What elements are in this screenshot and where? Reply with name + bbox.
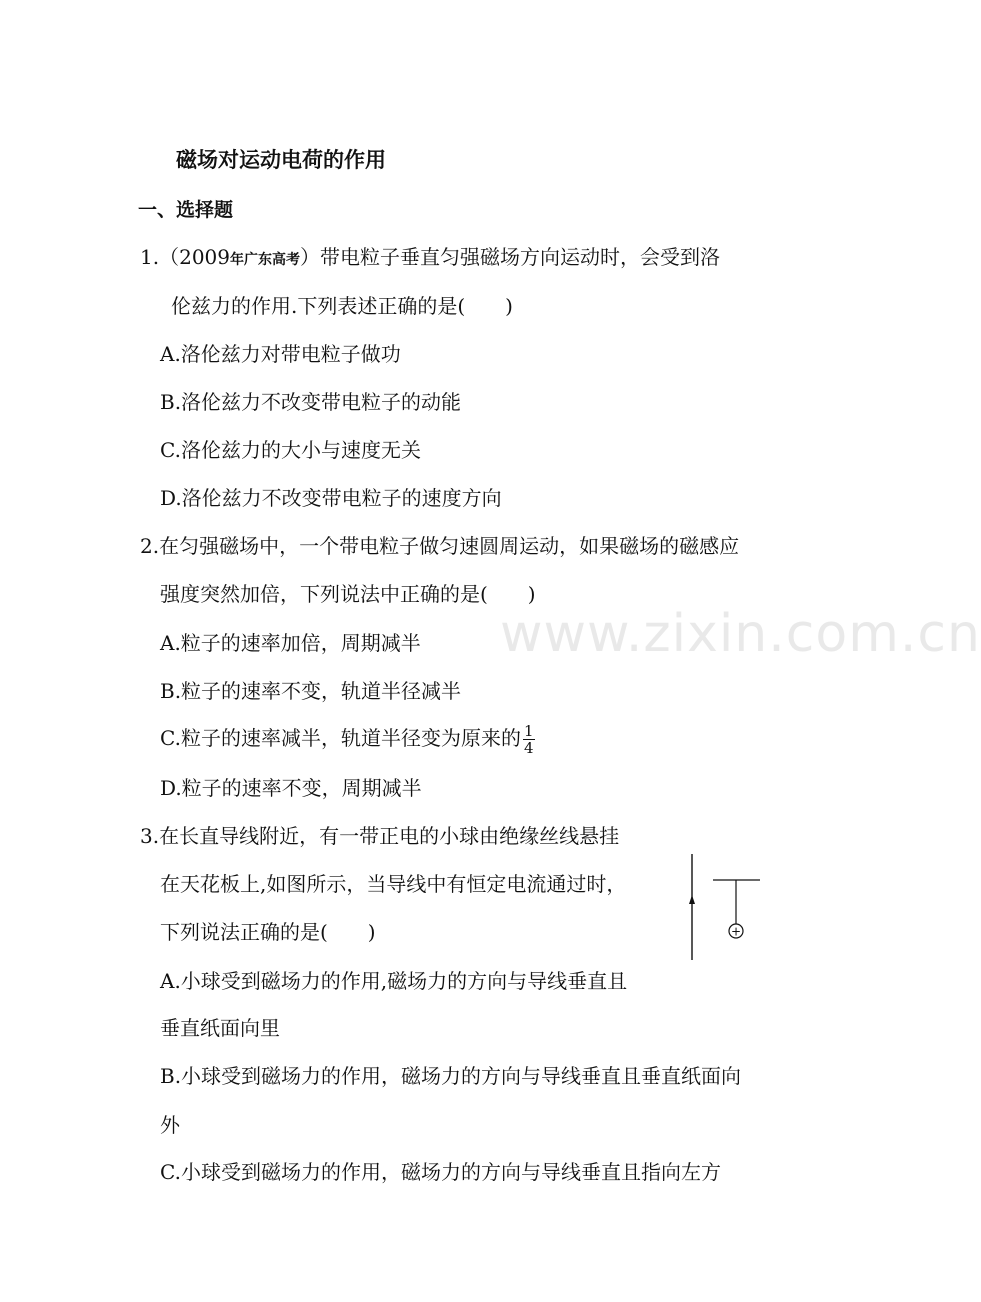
q3-option-a-line-2: 垂直纸面向里 <box>160 1016 280 1040</box>
q3-option-c: C.小球受到磁场力的作用，磁场力的方向与导线垂直且指向左方 <box>160 1160 721 1184</box>
q1-source: 年广东高考 <box>230 252 300 268</box>
fraction <box>523 723 535 756</box>
q1-option-c: C.洛伦兹力的大小与速度无关 <box>160 438 421 462</box>
q1-option-b: B.洛伦兹力不改变带电粒子的动能 <box>160 390 462 414</box>
q1-paren-close: ） <box>300 245 320 269</box>
q3-stem-line-1: 3.在长直导线附近，有一带正电的小球由绝缘丝线悬挂 <box>140 824 620 848</box>
fraction-numerator: 1 <box>523 722 534 740</box>
q1-stem-line-1 <box>140 245 720 272</box>
q1-year: 2009 <box>179 245 230 269</box>
q3-option-a-line-1: A.小球受到磁场力的作用,磁场力的方向与导线垂直且 <box>160 969 628 993</box>
q2-stem-line-2: 强度突然加倍，下列说法中正确的是( ) <box>160 582 536 606</box>
q2-option-c <box>160 716 535 760</box>
watermark: www.zixin.com.cn <box>500 604 981 664</box>
positive-charge-sign: + <box>730 924 742 939</box>
wire-and-ball-figure <box>680 850 780 965</box>
section-heading: 一、选择题 <box>138 199 234 221</box>
q1-option-a: A.洛伦兹力对带电粒子做功 <box>160 342 401 366</box>
q1-stem-line-2: 伦兹力的作用.下列表述正确的是( ) <box>171 294 513 318</box>
q1-paren-open: （ <box>159 245 180 269</box>
q2-stem-line-1: 2.在匀强磁场中，一个带电粒子做匀速圆周运动，如果磁场的磁感应 <box>140 534 740 558</box>
q3-stem-line-2: 在天花板上,如图所示，当导线中有恒定电流通过时， <box>160 872 627 896</box>
q2-option-b: B.粒子的速率不变，轨道半径减半 <box>160 679 462 703</box>
q1-number: 1. <box>140 245 160 269</box>
q3-option-b-line-1: B.小球受到磁场力的作用，磁场力的方向与导线垂直且垂直纸面向 <box>160 1064 742 1088</box>
q1-option-d: D.洛伦兹力不改变带电粒子的速度方向 <box>160 486 502 510</box>
q3-option-b-line-2: 外 <box>160 1113 180 1137</box>
q3-stem-line-3: 下列说法正确的是( ) <box>160 920 376 944</box>
fraction-denominator: 4 <box>523 739 534 757</box>
q2-option-a: A.粒子的速率加倍，周期减半 <box>160 631 421 655</box>
current-direction-arrow <box>689 895 695 904</box>
q1-stem-text: 带电粒子垂直匀强磁场方向运动时，会受到洛 <box>320 245 720 269</box>
q2-option-d: D.粒子的速率不变，周期减半 <box>160 776 422 800</box>
page-title: 磁场对运动电荷的作用 <box>176 148 386 172</box>
q2-option-c-text: C.粒子的速率减半，轨道半径变为原来的 <box>160 726 521 750</box>
